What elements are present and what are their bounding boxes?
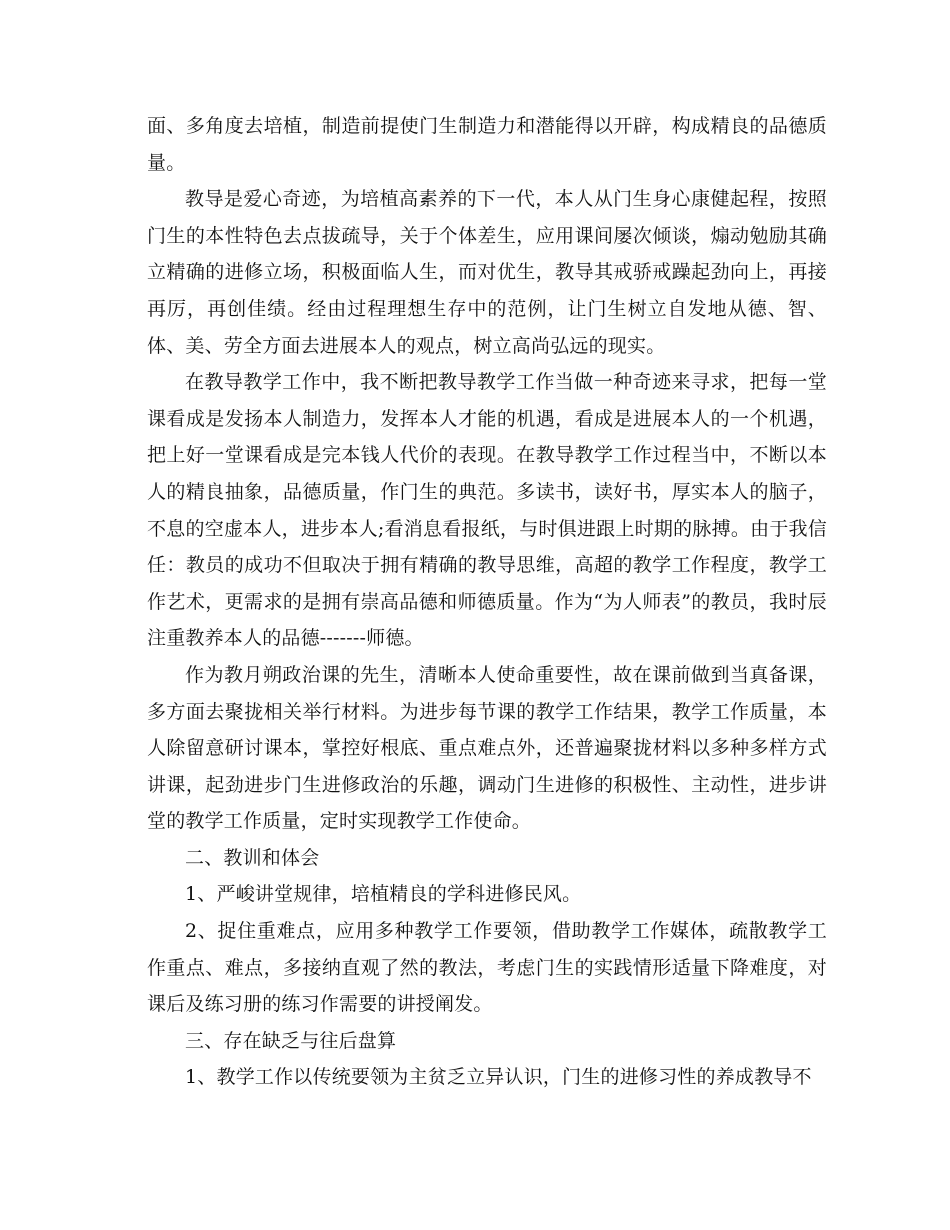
section-heading-shortcomings: 三、存在缺乏与往后盘算 <box>185 1029 397 1052</box>
document-body <box>147 108 827 1096</box>
paragraph-teaching-work: 在教导教学工作中，我不断把教导教学工作当做一种奇迹来寻求，把每一堂课看成是发扬本人制造力，发挥本人才能的机遇，看成是进展本人的一个机遇，把上好一堂课看成是完本钱人代价的表现。在教导教学工作过程当中，不断以本人的精良抽象，品德质量，作门生的典范。多读书，读好书，厚实本人的脑子，不息的空虚本人，进步本人;看消息看报纸，与时俱进跟上时期的脉搏。由于我信任：教员的成功不但取决于拥有精确的教导思维，高超的教学工作程度，教学工作艺术，更需求的是拥有崇高品德和师德质量。作为“为人师表”的教员，我时辰注重教养本人的品德-------师德。 <box>147 371 827 650</box>
list-item-discipline: 1、严峻讲堂规律，培植精良的学科进修民风。 <box>185 883 582 906</box>
section-heading-lessons: 二、教训和体会 <box>185 846 320 869</box>
list-item-traditional-methods: 1、教学工作以传统要领为主贫乏立异认识，门生的进修习性的养成教导不 <box>185 1066 812 1089</box>
paragraph-love-education: 教导是爱心奇迹，为培植高素养的下一代，本人从门生身心康健起程，按照门生的本性特色去点拔疏导，关于个体差生，应用课间屡次倾谈，煽动勉励其确立精确的进修立场，积极面临人生，而对优生，教导其戒骄戒躁起劲向上，再接再厉，再创佳绩。经由过程理想生存中的范例，让门生树立自发地从德、智、体、美、劳全方面去进展本人的观点，树立高尚弘远的现实。 <box>147 188 827 357</box>
paragraph-politics-class: 作为教月朔政治课的先生，清晰本人使命重要性，故在课前做到当真备课，多方面去聚拢相关举行材料。为进步每节课的教学工作结果，教学工作质量，本人除留意研讨课本，掌控好根底、重点难点外，还普遍聚拢材料以多种多样方式讲课，起劲进步门生进修政治的乐趣，调动门生进修的积极性、主动性，进步讲堂的教学工作质量，定时实现教学工作使命。 <box>147 663 827 833</box>
paragraph-continuation: 面、多角度去培植，制造前提使门生制造力和潜能得以开辟，构成精良的品德质量。 <box>147 115 827 174</box>
list-item-key-points: 2、捉住重难点，应用多种教学工作要领，借助教学工作媒体，疏散教学工作重点、难点，多接纳直观了然的教法，考虑门生的实践情形适量下降难度，对课后及练习册的练习作需要的讲授阐发。 <box>147 920 827 1016</box>
